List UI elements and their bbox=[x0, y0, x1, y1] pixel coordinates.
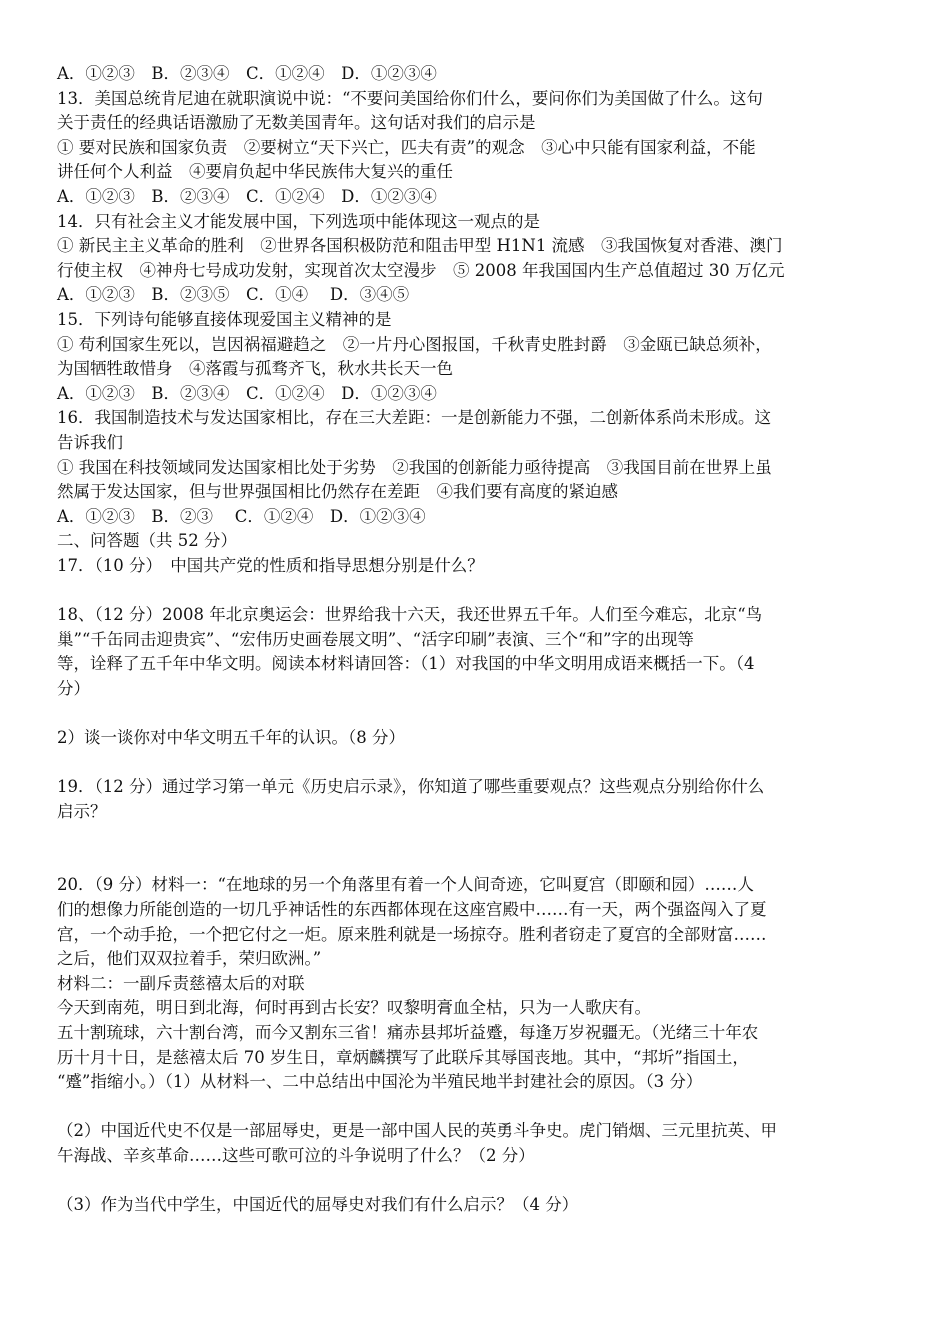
question-15-items: ① 苟利国家生死以，岂因祸福避趋之 ②一片丹心图报国，千秋青史胜封爵 ③金瓯已缺总须补， bbox=[57, 334, 772, 354]
question-16-items-cont: 然属于发达国家，但与世界强国相比仍然存在差距 ④我们要有高度的紧迫感 bbox=[57, 482, 618, 502]
question-20-material-1-cont: 们的想像力所能创造的一切几乎神话性的东西都体现在这座宫殿中……有一天，两个强盗闯入了夏 bbox=[57, 900, 767, 919]
question-18-cont: 等，诠释了五千年中华文明。阅读本材料请回答：（1）对我国的中华文明用成语来概括一下。（4 bbox=[57, 654, 755, 674]
question-14-items: ① 新民主主义革命的胜利 ②世界各国积极防范和阻击甲型 H1N1 流感 ③我国恢复对香港、澳门 bbox=[57, 236, 783, 256]
question-20-material-2-title: 材料二：一副斥责慈禧太后的对联 bbox=[57, 973, 305, 993]
question-19-cont: 启示？ bbox=[57, 801, 107, 821]
question-20-part-2-cont: 午海战、辛亥革命……这些可歌可泣的斗争说明了什么？（2 分） bbox=[57, 1145, 535, 1165]
answer-space bbox=[57, 751, 893, 776]
question-20-part-2: （2）中国近代史不仅是一部屈辱史，更是一部中国人民的英勇斗争史。虎门销烟、三元里抗英、甲 bbox=[57, 1121, 777, 1141]
options-q15: A．①②③ B．②③④ C．①②④ D．①②③④ bbox=[57, 383, 437, 403]
question-16-stem-cont: 告诉我们 bbox=[57, 432, 123, 452]
question-20-material-1-cont: 之后，他们双双拉着手，荣归欧洲。” bbox=[57, 949, 322, 969]
options-q12: A．①②③ B．②③④ C．①②④ D．①②③④ bbox=[57, 64, 437, 83]
question-19: 19．（12 分）通过学习第一单元《历史启示录》，你知道了哪些重要观点？这些观点分别给你什么 bbox=[57, 777, 765, 797]
couplet-note: 历十月十日，是慈禧太后 70 岁生日，章炳麟撰写了此联斥其辱国丧地。其中，“邦圻”指国土， bbox=[57, 1047, 749, 1067]
question-18-cont: 巢”“千缶同击迎贵宾”、“宏伟历史画卷展文明”、“活字印刷”表演、三个“和”字的出现等 bbox=[57, 629, 694, 649]
question-20-part-1: “蹙”指缩小。）（1）从材料一、二中总结出中国沦为半殖民地半封建社会的原因。（3 分） bbox=[57, 1072, 703, 1092]
section-heading: 二、问答题（共 52 分） bbox=[57, 531, 237, 551]
question-13-items-cont: 讲任何个人利益 ④要肩负起中华民族伟大复兴的重任 bbox=[57, 162, 453, 182]
options-q13: A．①②③ B．②③④ C．①②④ D．①②③④ bbox=[57, 186, 437, 206]
question-20-part-3: （3）作为当代中学生，中国近代的屈辱史对我们有什么启示？（4 分） bbox=[57, 1195, 579, 1215]
question-14-stem: 14．只有社会主义才能发展中国，下列选项中能体现这一观点的是 bbox=[57, 211, 540, 231]
question-16-items: ① 我国在科技领域同发达国家相比处于劣势 ②我国的创新能力亟待提高 ③我国目前在世界上虽 bbox=[57, 457, 772, 477]
question-15-stem: 15．下列诗句能够直接体现爱国主义精神的是 bbox=[57, 309, 392, 329]
answer-space bbox=[57, 701, 893, 726]
answer-space bbox=[57, 1095, 893, 1120]
answer-space bbox=[57, 824, 893, 873]
question-18: 18、（12 分）2008 年北京奥运会：世界给我十六天，我还世界五千年。人们至今难忘，北京“鸟 bbox=[57, 605, 763, 625]
question-13-items: ① 要对民族和国家负责 ②要树立“天下兴亡，匹夫有责”的观念 ③心中只能有国家利益，不能 bbox=[57, 137, 756, 157]
couplet-line-1: 今天到南苑，明日到北海，何时再到古长安？叹黎明膏血全枯，只为一人歌庆有。 bbox=[57, 998, 651, 1018]
question-16-stem: 16．我国制造技术与发达国家相比，存在三大差距：一是创新能力不强，二创新体系尚未形成。这 bbox=[57, 408, 771, 428]
answer-space bbox=[57, 1169, 893, 1194]
question-18-cont: 分） bbox=[57, 678, 90, 698]
question-17: 17．（10 分） 中国共产党的性质和指导思想分别是什么？ bbox=[57, 555, 484, 575]
answer-space bbox=[57, 578, 893, 603]
question-13-stem-cont: 关于责任的经典话语激励了无数美国青年。这句话对我们的启示是 bbox=[57, 113, 536, 133]
options-q14: A．①②③ B．②③⑤ C．①④ D．③④⑤ bbox=[57, 285, 410, 305]
question-15-items-cont: 为国牺牲敢惜身 ④落霞与孤骛齐飞，秋水共长天一色 bbox=[57, 359, 453, 379]
question-20-material-1-cont: 宫，一个动手抢，一个把它付之一炬。原来胜利就是一场掠夺。胜利者窃走了夏宫的全部财富…… bbox=[57, 924, 767, 944]
question-14-items-cont: 行使主权 ④神舟七号成功发射，实现首次太空漫步 ⑤ 2008 年我国国内生产总值超过 30 万亿元 bbox=[57, 260, 785, 280]
document-page bbox=[57, 62, 893, 1218]
options-q16: A．①②③ B．②③ C．①②④ D．①②③④ bbox=[57, 506, 426, 526]
question-18-part-2: 2）谈一谈你对中华文明五千年的认识。（8 分） bbox=[57, 728, 405, 748]
question-20-material-1: 20．（9 分）材料一：“在地球的另一个角落里有着一个人间奇迹，它叫夏宫（即颐和园）……人 bbox=[57, 875, 754, 895]
couplet-line-2: 五十割琉球，六十割台湾，而今又割东三省！痛赤县邦圻益蹙，每逢万岁祝疆无。（光绪三十年农 bbox=[57, 1022, 759, 1042]
question-13-stem: 13．美国总统肯尼迪在就职演说中说：“不要问美国给你们什么，要问你们为美国做了什么。这句 bbox=[57, 88, 763, 108]
